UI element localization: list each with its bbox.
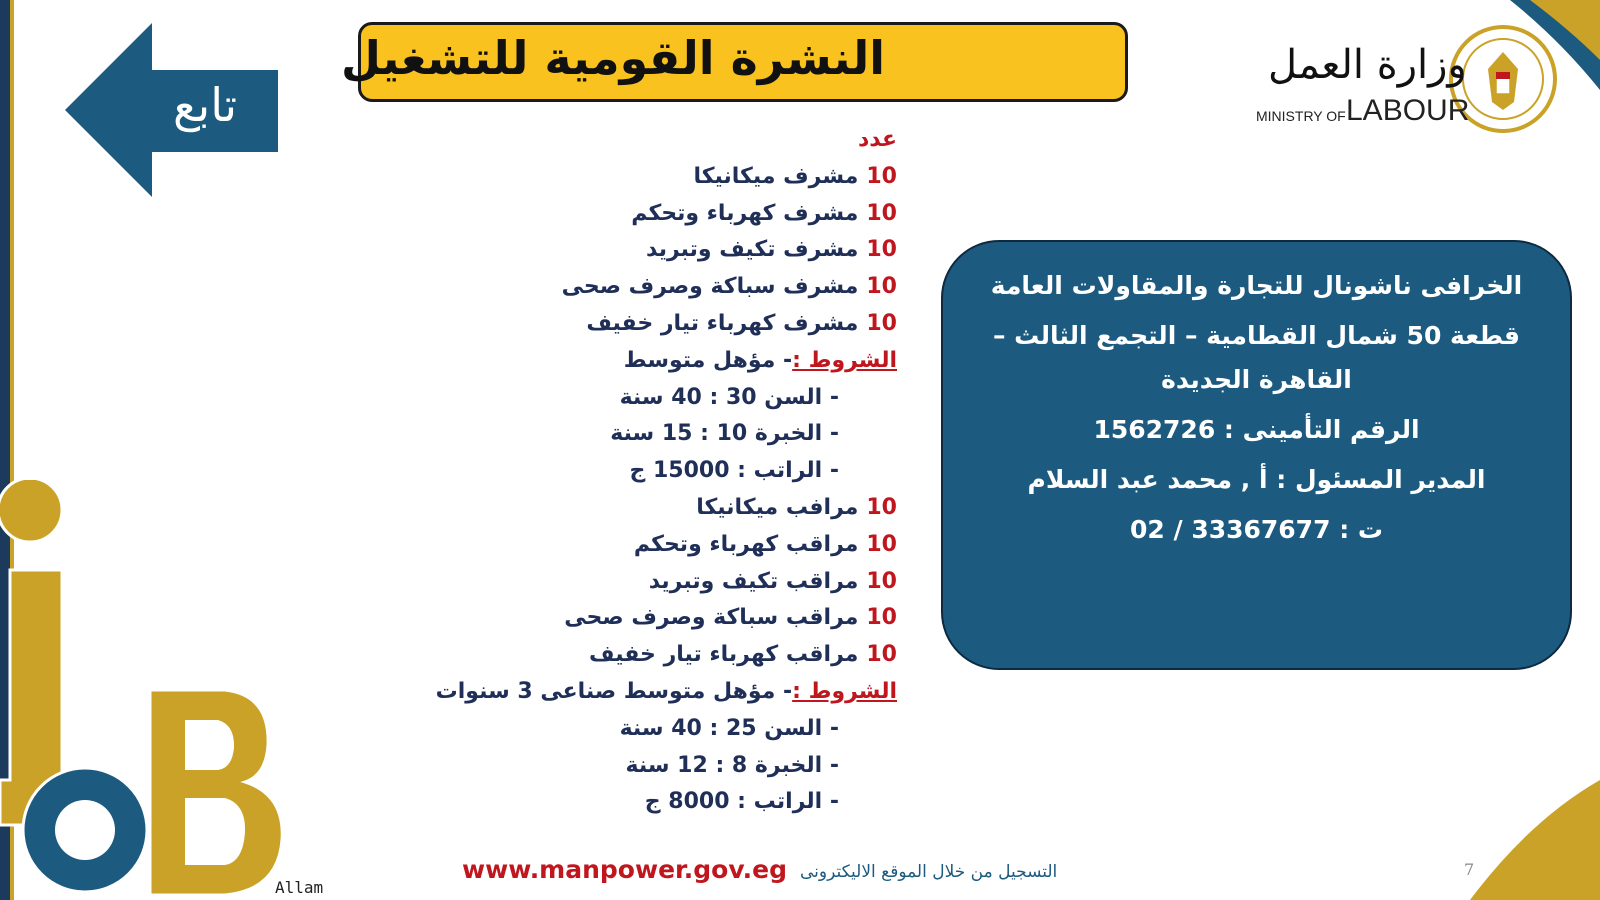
list-item: 10مشرف كهرباء تيار خفيف [586,310,897,336]
ministry-name-english: LABOUR [1346,94,1470,127]
website-link[interactable]: www.manpower.gov.eg [462,855,787,884]
manager-name: المدير المسئول : أ , محمد عبد السلام [1027,465,1486,494]
list-item: 10مشرف ميكانيكا [693,163,897,189]
title-banner [340,22,1128,102]
list-item: 10مشرف كهرباء وتحكم [631,200,897,226]
ministry-name-english-small: MINISTRY OF [1256,108,1346,124]
qualification: - مؤهل متوسط [623,347,793,373]
continue-label[interactable]: تابع [172,78,238,132]
condition-item: - الخبرة 8 : 12 سنة [625,752,839,778]
qualification: - مؤهل متوسط صناعى 3 سنوات [435,678,793,704]
phone-number: ت : 33367677 / 02 [1129,515,1384,544]
list-item: 10مراقب كهرباء وتحكم [633,531,897,557]
ministry-name-arabic: وزارة العمل [1268,42,1467,88]
conditions-label: الشروط : [792,678,897,704]
conditions-label: الشروط : [792,347,897,373]
page-title: النشرة القومية للتشغيل [340,31,885,85]
list-item: 10مشرف سباكة وصرف صحى [561,274,897,300]
list-item: 10مراقب سباكة وصرف صحى [564,605,897,631]
job-list [257,122,897,821]
insurance-number: الرقم التأمينى : 1562726 [1093,415,1420,444]
registration-note: التسجيل من خلال الموقع الاليكترونى [800,862,1058,882]
corner-decoration-bottom [1470,780,1600,900]
condition-item: - الراتب : 8000 ج [644,789,839,815]
company-name: الخرافى ناشونال للتجارة والمقاولات العامة [990,271,1523,300]
job-logo-icon [0,480,290,900]
company-address: قطعة 50 شمال القطامية – التجمع الثالث – [992,321,1521,350]
list-item: 10مراقب تكيف وتبريد [648,568,897,594]
condition-item: - الراتب : 15000 ج [629,458,839,484]
list-item: 10مشرف تكيف وتبريد [646,237,897,263]
list-item: 10مرافب ميكانيكا [696,494,897,520]
company-info-box [941,240,1572,670]
condition-item: - السن 25 : 40 سنة [619,715,839,741]
company-address-city: القاهرة الجديدة [1161,365,1352,394]
page-number: 7 [1464,860,1475,879]
conditions-row [257,343,897,380]
list-item: 10مراقب كهرباء تيار خفيف [589,642,897,668]
conditions-row [257,674,897,711]
count-header: عدد [857,127,897,152]
author-label: Allam [275,878,324,897]
condition-item: - الخبرة 10 : 15 سنة [610,421,839,447]
condition-item: - السن 30 : 40 سنة [619,384,839,410]
